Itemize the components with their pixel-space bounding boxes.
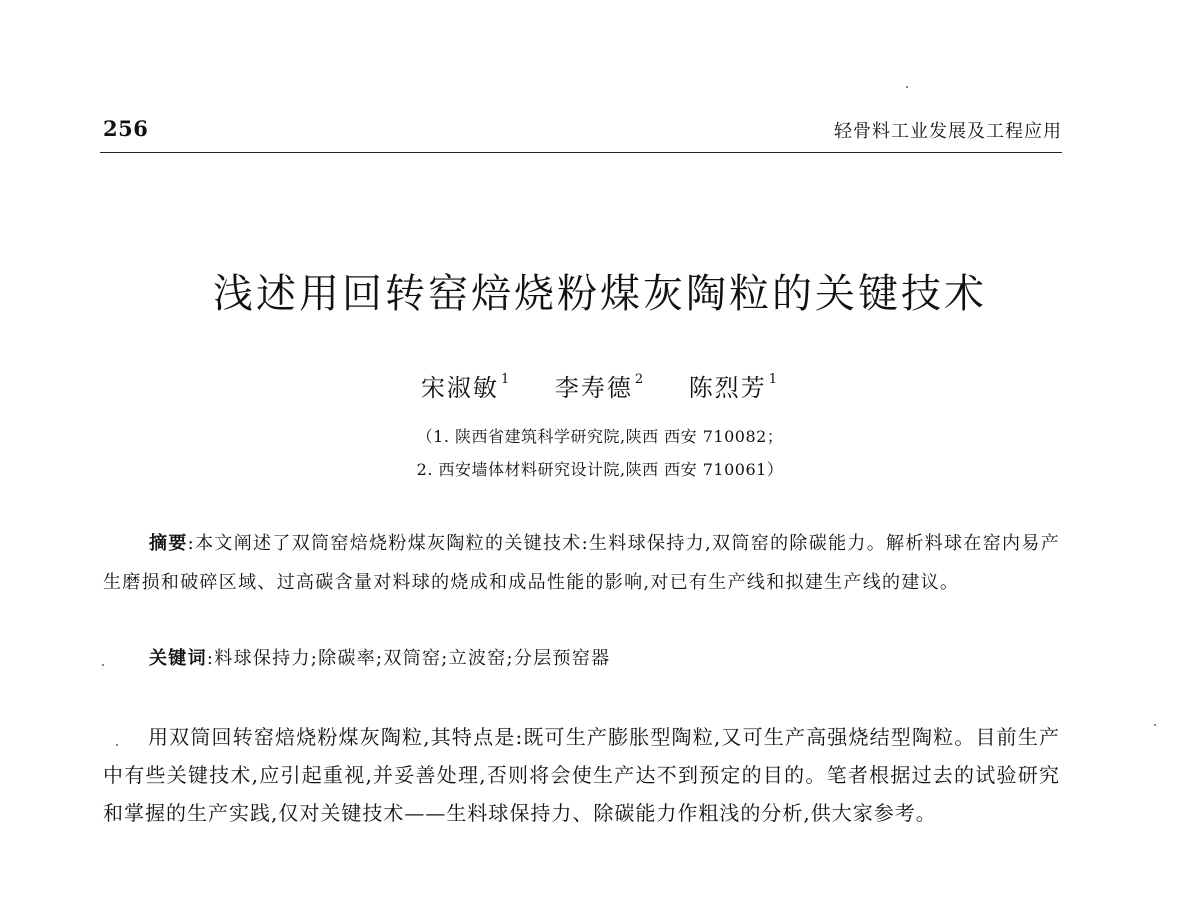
author-3 [689,374,779,402]
keywords-text: :料球保持力;除碳率;双筒窑;立波窑;分层预窑器 [206,648,611,669]
author-name: 陈烈芳 [688,374,767,402]
header-divider [100,152,1062,153]
keywords [149,644,610,670]
author-1 [421,374,511,402]
running-header-title: 轻骨料工业发展及工程应用 [834,121,1062,142]
scan-speck [1154,724,1156,726]
author-affil-mark: 1 [768,372,780,387]
author-affil-mark: 2 [634,372,646,387]
author-affil-mark: 1 [500,372,512,387]
article-title: 浅述用回转窑焙烧粉煤灰陶粒的关键技术 [213,271,987,317]
keywords-label: 关键词 [149,648,207,669]
abstract-label: 摘要 [149,533,188,554]
affiliation-1: （1. 陕西省建筑科学研究院,陕西 西安 710082； [416,427,784,446]
intro-paragraph: 用双筒回转窑焙烧粉煤灰陶粒,其特点是:既可生产膨胀型陶粒,又可生产高强烧结型陶粒。目前生产中有些关键技术,应引起重视,并妥善处理,否则将会使生产达不到预定的目的。笔者根据过去的试验研究和掌握的生产实践,仅对关键技术——生料球保持力、除碳能力作粗浅的分析,供大家参考。 [103,725,1060,825]
author-name: 宋淑敏 [420,374,499,402]
affiliation-2: 2. 西安墙体材料研究设计院,陕西 西安 710061） [416,460,784,479]
abstract [103,524,1060,602]
abstract-text: :本文阐述了双筒窑焙烧粉煤灰陶粒的关键技术:生料球保持力,双筒窑的除碳能力。解析料球在窑内易产生磨损和破碎区域、过高碳含量对料球的烧成和成品性能的影响,对已有生产线和拟建生产线的建议。 [103,533,1060,593]
author-list [0,368,1200,403]
author-2 [555,374,645,402]
scan-speck [906,86,908,88]
scan-speck [116,744,118,746]
author-name: 李寿德 [554,374,633,402]
page-number: 256 [103,116,149,141]
scan-speck [102,664,104,666]
